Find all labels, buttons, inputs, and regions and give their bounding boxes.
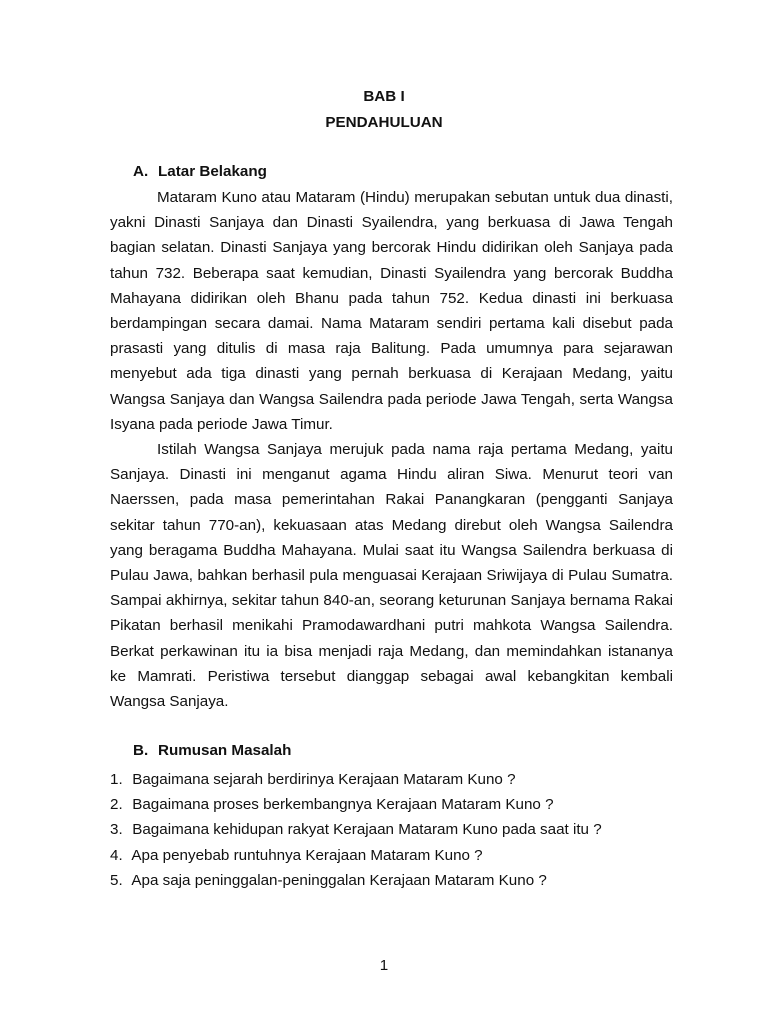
list-text: Apa penyebab runtuhnya Kerajaan Mataram Kuno ? [131,846,483,864]
list-text: Bagaimana proses berkembangnya Kerajaan Mataram Kuno ? [132,796,554,814]
list-text: Apa saja peninggalan-peninggalan Kerajaan Mataram Kuno ? [131,871,547,889]
list-text: Bagaimana sejarah berdirinya Kerajaan Mataram Kuno ? [132,771,516,788]
list-item [110,868,602,893]
paragraph: Mataram Kuno atau Mataram (Hindu) merupakan sebutan untuk dua dinasti, yakni Dinasti Sanjaya dan Dinasti Syailendra, yang berkuasa di Jawa Tengah bagian selatan. Dinasti Sanjaya yang bercorak Hindu didirikan oleh Sanjaya pada tahun 732. Beberapa saat kemudian, Dinasti Syailendra yang bercorak Buddha Mahayana didirikan oleh Bhanu pada tahun 752. Kedua dinasti ini berkuasa berdampingan secara damai. Nama Mataram sendiri pertama kali disebut pada prasasti yang ditulis di masa raja Balitung. Pada umumnya para sejarawan menyebut ada tiga dinasti yang pernah berkuasa di Kerajaan Medang, yaitu Wangsa Sanjaya dan Wangsa Sailendra pada periode Jawa Tengah, serta Wangsa Isyana pada periode Jawa Timur. [110,189,673,433]
section-heading-rumusan-masalah [133,742,291,759]
list-number: 4. [110,846,123,864]
section-title: Rumusan Masalah [158,742,292,759]
list-number: 2. [110,796,123,814]
list-item [110,817,602,842]
chapter-title: PENDAHULUAN [325,114,443,131]
list-text: Bagaimana kehidupan rakyat Kerajaan Mataram Kuno pada saat itu ? [132,821,602,839]
list-number: 1. [110,771,123,788]
list-number: 5. [110,871,123,889]
list-item [110,767,602,792]
list-number: 3. [110,821,123,839]
chapter-label: BAB I [363,88,405,105]
section-letter: B. [133,742,149,759]
section-title: Latar Belakang [158,163,267,180]
section-heading-latar-belakang [133,163,267,180]
paragraph: Istilah Wangsa Sanjaya merujuk pada nama raja pertama Medang, yaitu Sanjaya. Dinasti ini menganut agama Hindu aliran Siwa. Menurut teori van Naerssen, pada masa pemerintahan Rakai Panangkaran (pengganti Sanjaya sekitar tahun 770-an), kekuasaan atas Medang direbut oleh Wangsa Sailendra yang beragama Buddha Mahayana. Mulai saat itu Wangsa Sailendra berkuasa di Pulau Jawa, bahkan berhasil pula menguasai Kerajaan Sriwijaya di Pulau Sumatra. Sampai akhirnya, sekitar tahun 840-an, seorang keturunan Sanjaya bernama Rakai Pikatan berhasil menikahi Pramodawardhani putri mahkota Wangsa Sailendra. Berkat perkawinan itu ia bisa menjadi raja Medang, dan memindahkan istananya ke Mamrati. Peristiwa tersebut dianggap sebagai awal kebangkitan kembali Wangsa Sanjaya. [110,441,673,711]
list-item [110,792,602,817]
list-item [110,843,602,868]
page-number: 1 [379,957,389,974]
question-list [110,767,602,893]
section-letter: A. [133,163,149,180]
